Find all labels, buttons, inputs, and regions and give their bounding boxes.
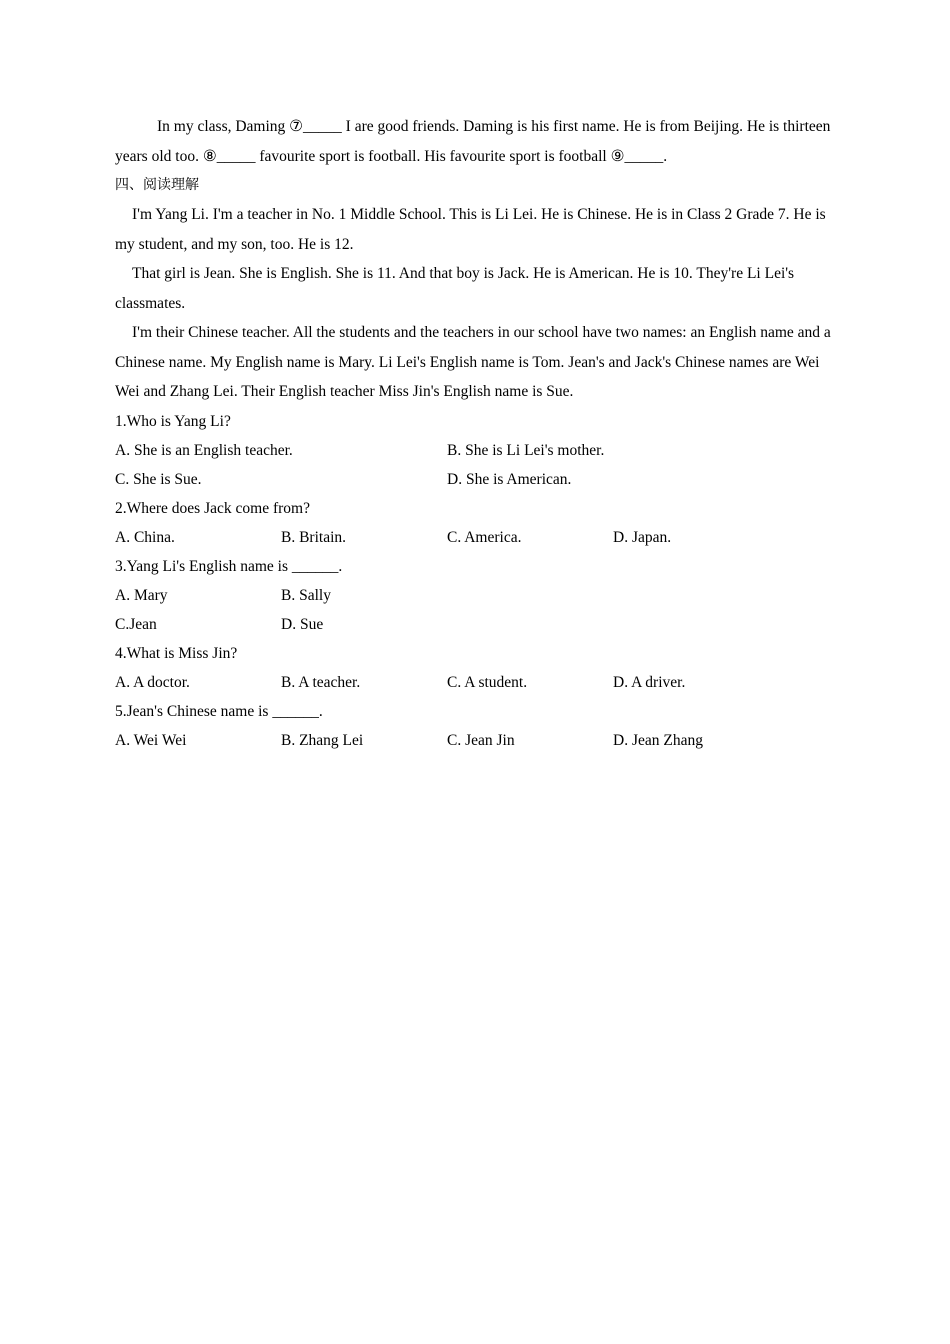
option-d: D. Japan. xyxy=(613,528,672,546)
option-b: B. She is Li Lei's mother. xyxy=(447,441,605,459)
option-c: C. Jean Jin xyxy=(447,731,515,749)
options-row xyxy=(115,581,835,610)
option-a: A. She is an English teacher. xyxy=(115,441,293,459)
option-a: A. China. xyxy=(115,528,175,546)
cloze-paragraph: In my class, Daming ⑦_____ I are good friends. Daming is his first name. He is from Beijing. He is thirteen years old too. ⑧_____ favourite sport is football. His favourite sport is football ⑨_____. xyxy=(115,118,831,165)
option-d: D. Jean Zhang xyxy=(613,731,703,749)
option-a: A. Mary xyxy=(115,586,168,604)
option-b: B. A teacher. xyxy=(281,673,361,691)
option-a: A. A doctor. xyxy=(115,673,190,691)
options-row xyxy=(115,523,835,552)
question-stem-2: 2.Where does Jack come from? xyxy=(115,499,310,517)
reading-paragraph-3: I'm their Chinese teacher. All the students and the teachers in our school have two names: an English name and a Chinese name. My English name is Mary. Li Lei's English name is Tom. Jean's and Jack's Chinese names are Wei Wei and Zhang Lei. Their English teacher Miss Jin's English name is Sue. xyxy=(115,324,831,400)
option-c: C. America. xyxy=(447,528,522,546)
question-stem-4: 4.What is Miss Jin? xyxy=(115,644,238,662)
option-c: C. She is Sue. xyxy=(115,470,202,488)
option-b: B. Zhang Lei xyxy=(281,731,364,749)
option-c: C.Jean xyxy=(115,615,157,633)
options-row xyxy=(115,668,835,697)
option-a: A. Wei Wei xyxy=(115,731,187,749)
option-b: B. Britain. xyxy=(281,528,347,546)
option-b: B. Sally xyxy=(281,586,331,604)
options-row xyxy=(115,610,835,639)
section-heading-reading: 四、阅读理解 xyxy=(115,177,199,193)
document-page xyxy=(115,112,835,755)
reading-paragraph-2: That girl is Jean. She is English. She is 11. And that boy is Jack. He is American. He is 10. They're Li Lei's classmates. xyxy=(115,265,795,312)
option-c: C. A student. xyxy=(447,673,528,691)
option-d: D. She is American. xyxy=(447,470,572,488)
options-row xyxy=(115,726,835,755)
question-stem-5: 5.Jean's Chinese name is ______. xyxy=(115,702,323,720)
option-d: D. A driver. xyxy=(613,673,686,691)
question-stem-3: 3.Yang Li's English name is ______. xyxy=(115,557,343,575)
reading-paragraph-1: I'm Yang Li. I'm a teacher in No. 1 Middle School. This is Li Lei. He is Chinese. He is in Class 2 Grade 7. He is my student, and my son, too. He is 12. xyxy=(115,206,826,253)
question-stem-1: 1.Who is Yang Li? xyxy=(115,412,231,430)
options-row xyxy=(115,436,835,465)
option-d: D. Sue xyxy=(281,615,324,633)
options-row xyxy=(115,465,835,494)
